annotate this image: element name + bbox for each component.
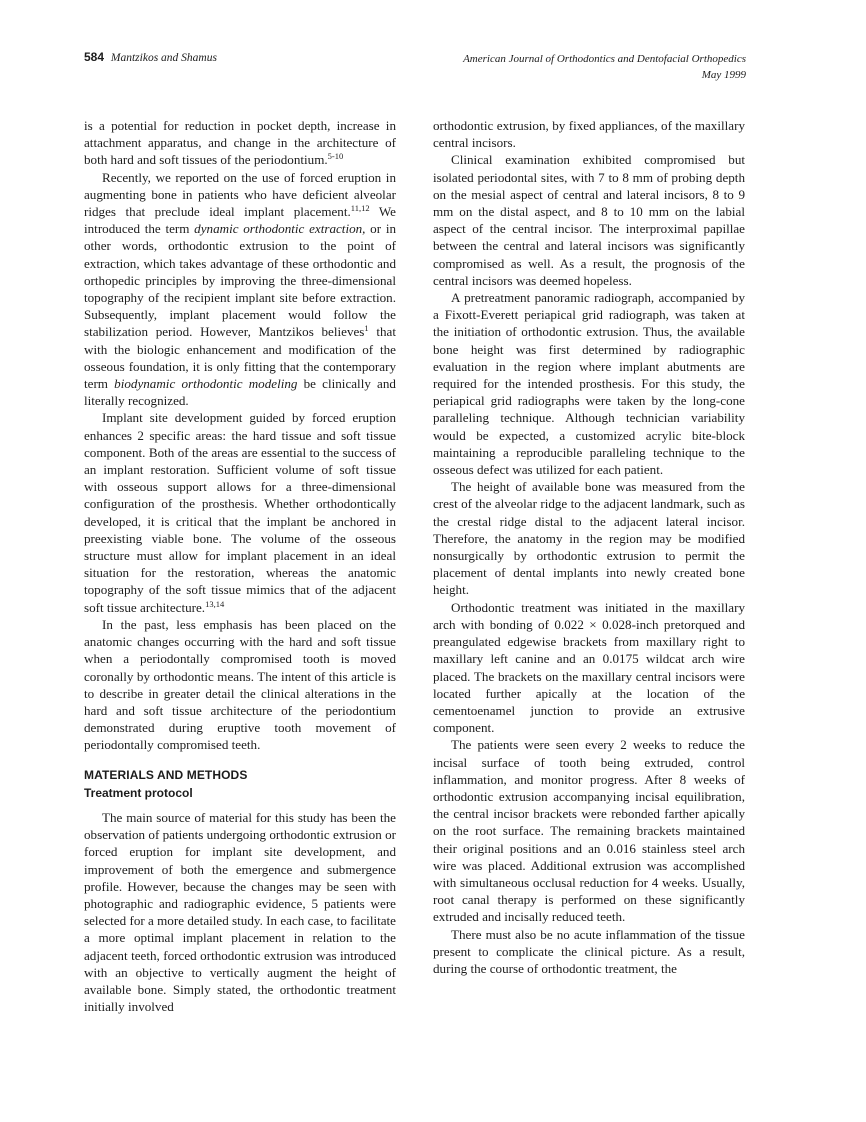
- paragraph: orthodontic extrusion, by fixed appliances, of the maxillary central incisors.: [433, 118, 745, 151]
- author-names: Mantzikos and Shamus: [110, 52, 217, 64]
- paragraph: The patients were seen every 2 weeks to reduce the incisal surface of tooth being extruded, control inflammation, and monitor progress. After 8 weeks of orthodontic extrusion accompanying incisal equilibration, the central incisor brackets were rebonded farther apically on the root surface. The remaining brackets maintained their original positions and an 0.016 stainless steel arch wire was placed. Additional extrusion was accomplished with simultaneous occlusal reduction for 4 weeks. Usually, root canal therapy is performed on these significantly extruded and incisally reduced teeth.: [433, 737, 745, 925]
- running-header-left: [84, 50, 217, 64]
- paragraph: Clinical examination exhibited compromised but isolated periodontal sites, with 7 to 8 mm of probing depth on the mesial aspect of central and lateral incisors, 8 to 9 mm on the distal aspect, and 8 to 10 mm on the labial aspect of the central incisor. The interproximal papillae between the central and lateral incisors was significantly compromised as well. As a result, the prognosis of the central incisors was deemed hopeless.: [433, 152, 745, 288]
- page-number: 584: [84, 50, 105, 64]
- issue-date: May 1999: [701, 69, 746, 81]
- paragraph: is a potential for reduction in pocket depth, increase in attachment apparatus, and change in the architecture of both hard and soft tissues of the periodontium.$^{5-10}$: [84, 118, 396, 168]
- paragraph: In the past, less emphasis has been placed on the anatomic changes occurring with the hard and soft tissue when a periodontally compromised tooth is moved coronally by orthodontic means. The intent of this article is to describe in greater detail the clinical alterations in the hard and soft tissue architecture of the periodontium demonstrated during eruptive tooth movement of periodontally compromised teeth.: [84, 616, 396, 753]
- running-header-right: [463, 51, 746, 83]
- left-column: [84, 117, 396, 1015]
- journal-title: American Journal of Orthodontics and Dentofacial Orthopedics: [463, 53, 746, 65]
- italic-term: biodynamic orthodontic modeling: [114, 376, 298, 392]
- right-column: [433, 117, 745, 977]
- citation: 11,12: [350, 203, 370, 214]
- citation: 1: [364, 323, 369, 334]
- paragraph: Orthodontic treatment was initiated in the maxillary arch with bonding of 0.022 × 0.028-inch pretorqued and preangulated edgewise brackets from maxillary right to maxillary left canine and an 0.0175 wildcat arch wire placed. The brackets on the maxillary central incisors were located further apically at the location of the cementoenamel junction to provide an extrusive component.: [433, 599, 745, 736]
- paragraph: The height of available bone was measured from the crest of the alveolar ridge to the adjacent landmark, such as the crestal ridge distal to the adjacent lateral incisor. Therefore, the anatomy in the region may be modified nonsurgically by orthodontic extrusion to permit the placement of dental implants into newly created bone height.: [433, 479, 745, 598]
- paragraph: The main source of material for this study has been the observation of patients undergoing orthodontic extrusion or forced eruption for implant site development, and improvement of both the emergence and submergence profile. However, because the changes may be seen with photographic and radiographic evidence, 5 patients were selected for a more detailed study. In each case, to facilitate a more optimal implant placement in relation to the adjacent teeth, forced orthodontic extrusion was introduced with an objective to vertically augment the height of available bone. Simply stated, the orthodontic treatment initially involved: [84, 809, 396, 1015]
- subsection-heading: Treatment protocol: [84, 785, 193, 800]
- paragraph: There must also be no acute inflammation of the tissue present to complicate the clinical picture. As a result, during the course of orthodontic treatment, the: [433, 926, 745, 976]
- paragraph: Implant site development guided by forced eruption enhances 2 specific areas: the hard tissue and soft tissue component. Both of the areas are essential to the success of an implant restoration. Sufficient volume of soft tissue with osseous support allows for a three-dimensional configuration of the prosthesis. Whether orthodontically developed, it is critical that the implant be anchored in preexisting viable bone. The volume of the osseous structure must allow for implant placement in an ideal situation for the restoration, whereas the anatomic topography of the soft tissue mimics that of the adjacent soft tissue architecture.$^{13,14}$: [84, 410, 396, 615]
- citation: 13,14: [205, 598, 225, 609]
- section-heading: MATERIALS AND METHODS: [84, 767, 248, 782]
- paragraph: A pretreatment panoramic radiograph, accompanied by a Fixott-Everett periapical grid radiograph, was taken at the initiation of orthodontic extrusion. Thus, the available bone height was first determined by radiographic evaluation in the region where implant abutments are required for the intended prosthesis. For this study, the periapical grid radiographs were taken by the long-cone paralleling technique. Although technician variability would be expected, a customized acrylic bite-block maintaining a reproducible paralleling technique to the osseous defect was utilized for each patient.: [433, 290, 745, 478]
- italic-term: dynamic orthodontic extraction,: [194, 221, 366, 237]
- paragraph: Recently, we reported on the use of forced eruption in augmenting bone in patients who have deficient alveolar ridges that preclude ideal implant placement.$^{11,12}$ We introduced the term dynamic orthodontic extraction, or in other words, orthodontic extrusion to the point of extraction, which takes advantage of these orthodontic and orthopedic principles by improving the three-dimensional topography of the recipient implant site before extraction. Subsequently, implant placement would follow the stabilization period. However, Mantzikos believes$^1$ that with the biologic enhancement and modification of the osseous foundation, it is only fitting that the contemporary term biodynamic orthodontic modeling be clinically and literally recognized.: [84, 169, 396, 409]
- citation: 5-10: [327, 151, 344, 162]
